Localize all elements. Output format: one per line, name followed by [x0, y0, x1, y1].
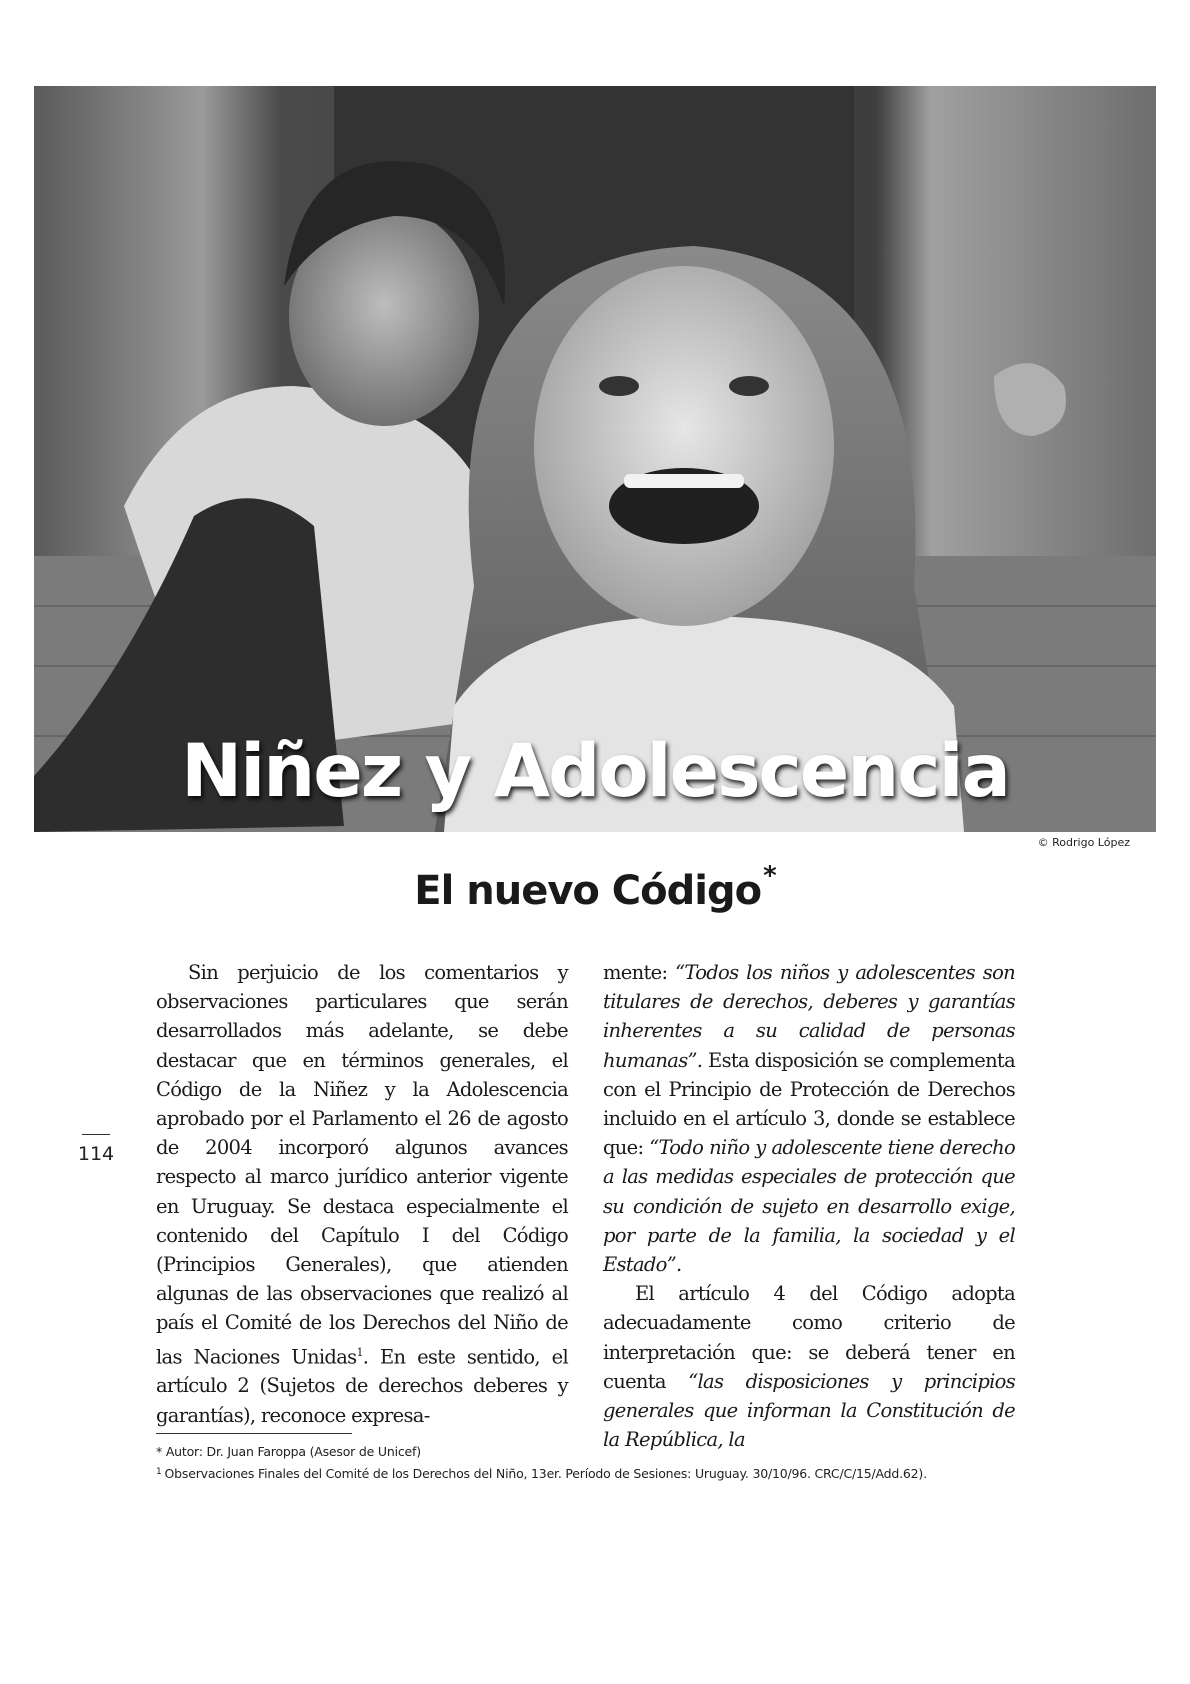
text-column-left: [156, 958, 568, 1430]
text-run: Esta disposición se complementa con el Principio de Protección de Derechos incluido en el artículo 3, donde se establece que:: [603, 1048, 1015, 1160]
quote-article-2: “Todos los niños y adolescentes son titulares de derechos, deberes y garantías inherentes a su calidad de personas humanas”.: [603, 961, 1015, 1072]
text-run: Sin perjuicio de los comentarios y observaciones particulares que serán desarrollados más adelante, se debe destacar que en términos generales, el Código de la Niñez y la Adolescencia aprobado por el Parlamento el 26 de agosto de 2004 incorporó algunos avances respecto al marco jurídico anterior vigente en Uruguay. Se destaca especialmente el contenido del Capítulo I del Código (Principios Generales), que atienden algunas de las observaciones que realizó al país el Comité de los Derechos del Niño de las Naciones Unidas: [156, 961, 568, 1369]
footnote-1-mark: 1: [156, 1467, 162, 1477]
text-run: El artículo 4 del Código adopta adecuadamente como criterio de interpretación que: se deberá tener en cuenta: [603, 1282, 1015, 1393]
author-footnote-mark[interactable]: *: [763, 861, 776, 891]
quote-article-4: “las disposiciones y principios generales que informan la Constitución de la República, la: [603, 1369, 1016, 1452]
header-photo: [34, 86, 1156, 832]
paragraph: [156, 958, 568, 1430]
text-column-right: [603, 958, 1015, 1454]
quote-article-3: “Todo niño y adolescente tiene derecho a las medidas especiales de protección que su condición de sujeto en desarrollo exige, por parte de la familia, la sociedad y el Estado”.: [603, 1136, 1015, 1277]
page-number: 114: [77, 1143, 115, 1165]
main-title: Niñez y Adolescencia: [181, 729, 1009, 814]
footnote-1-text: Observaciones Finales del Comité de los Derechos del Niño, 13er. Período de Sesiones: Uruguay. 30/10/96. CRC/C/15/Add.62).: [164, 1466, 927, 1481]
footnotes: [156, 1442, 1056, 1484]
children-photo-icon: [34, 86, 1156, 832]
text-run: mente:: [603, 961, 676, 984]
subtitle: [0, 848, 1190, 919]
page-number-marker: [76, 1134, 116, 1165]
footnote-1: [156, 1462, 1056, 1484]
footnote-ref-1[interactable]: 1: [356, 1345, 363, 1359]
page-number-rule: [82, 1134, 110, 1135]
subtitle-text: El nuevo Código: [414, 868, 762, 914]
text-run: . En este sentido, el artículo 2 (Sujetos de derechos deberes y garantías), reconoce expresa-: [156, 1345, 568, 1427]
photo-credit: © Rodrigo López: [1037, 836, 1130, 849]
footnote-rule: [156, 1433, 352, 1434]
paragraph: [603, 958, 1015, 1279]
paragraph: [603, 1279, 1015, 1454]
footnote-author: * Autor: Dr. Juan Faroppa (Asesor de Unicef): [156, 1444, 421, 1459]
